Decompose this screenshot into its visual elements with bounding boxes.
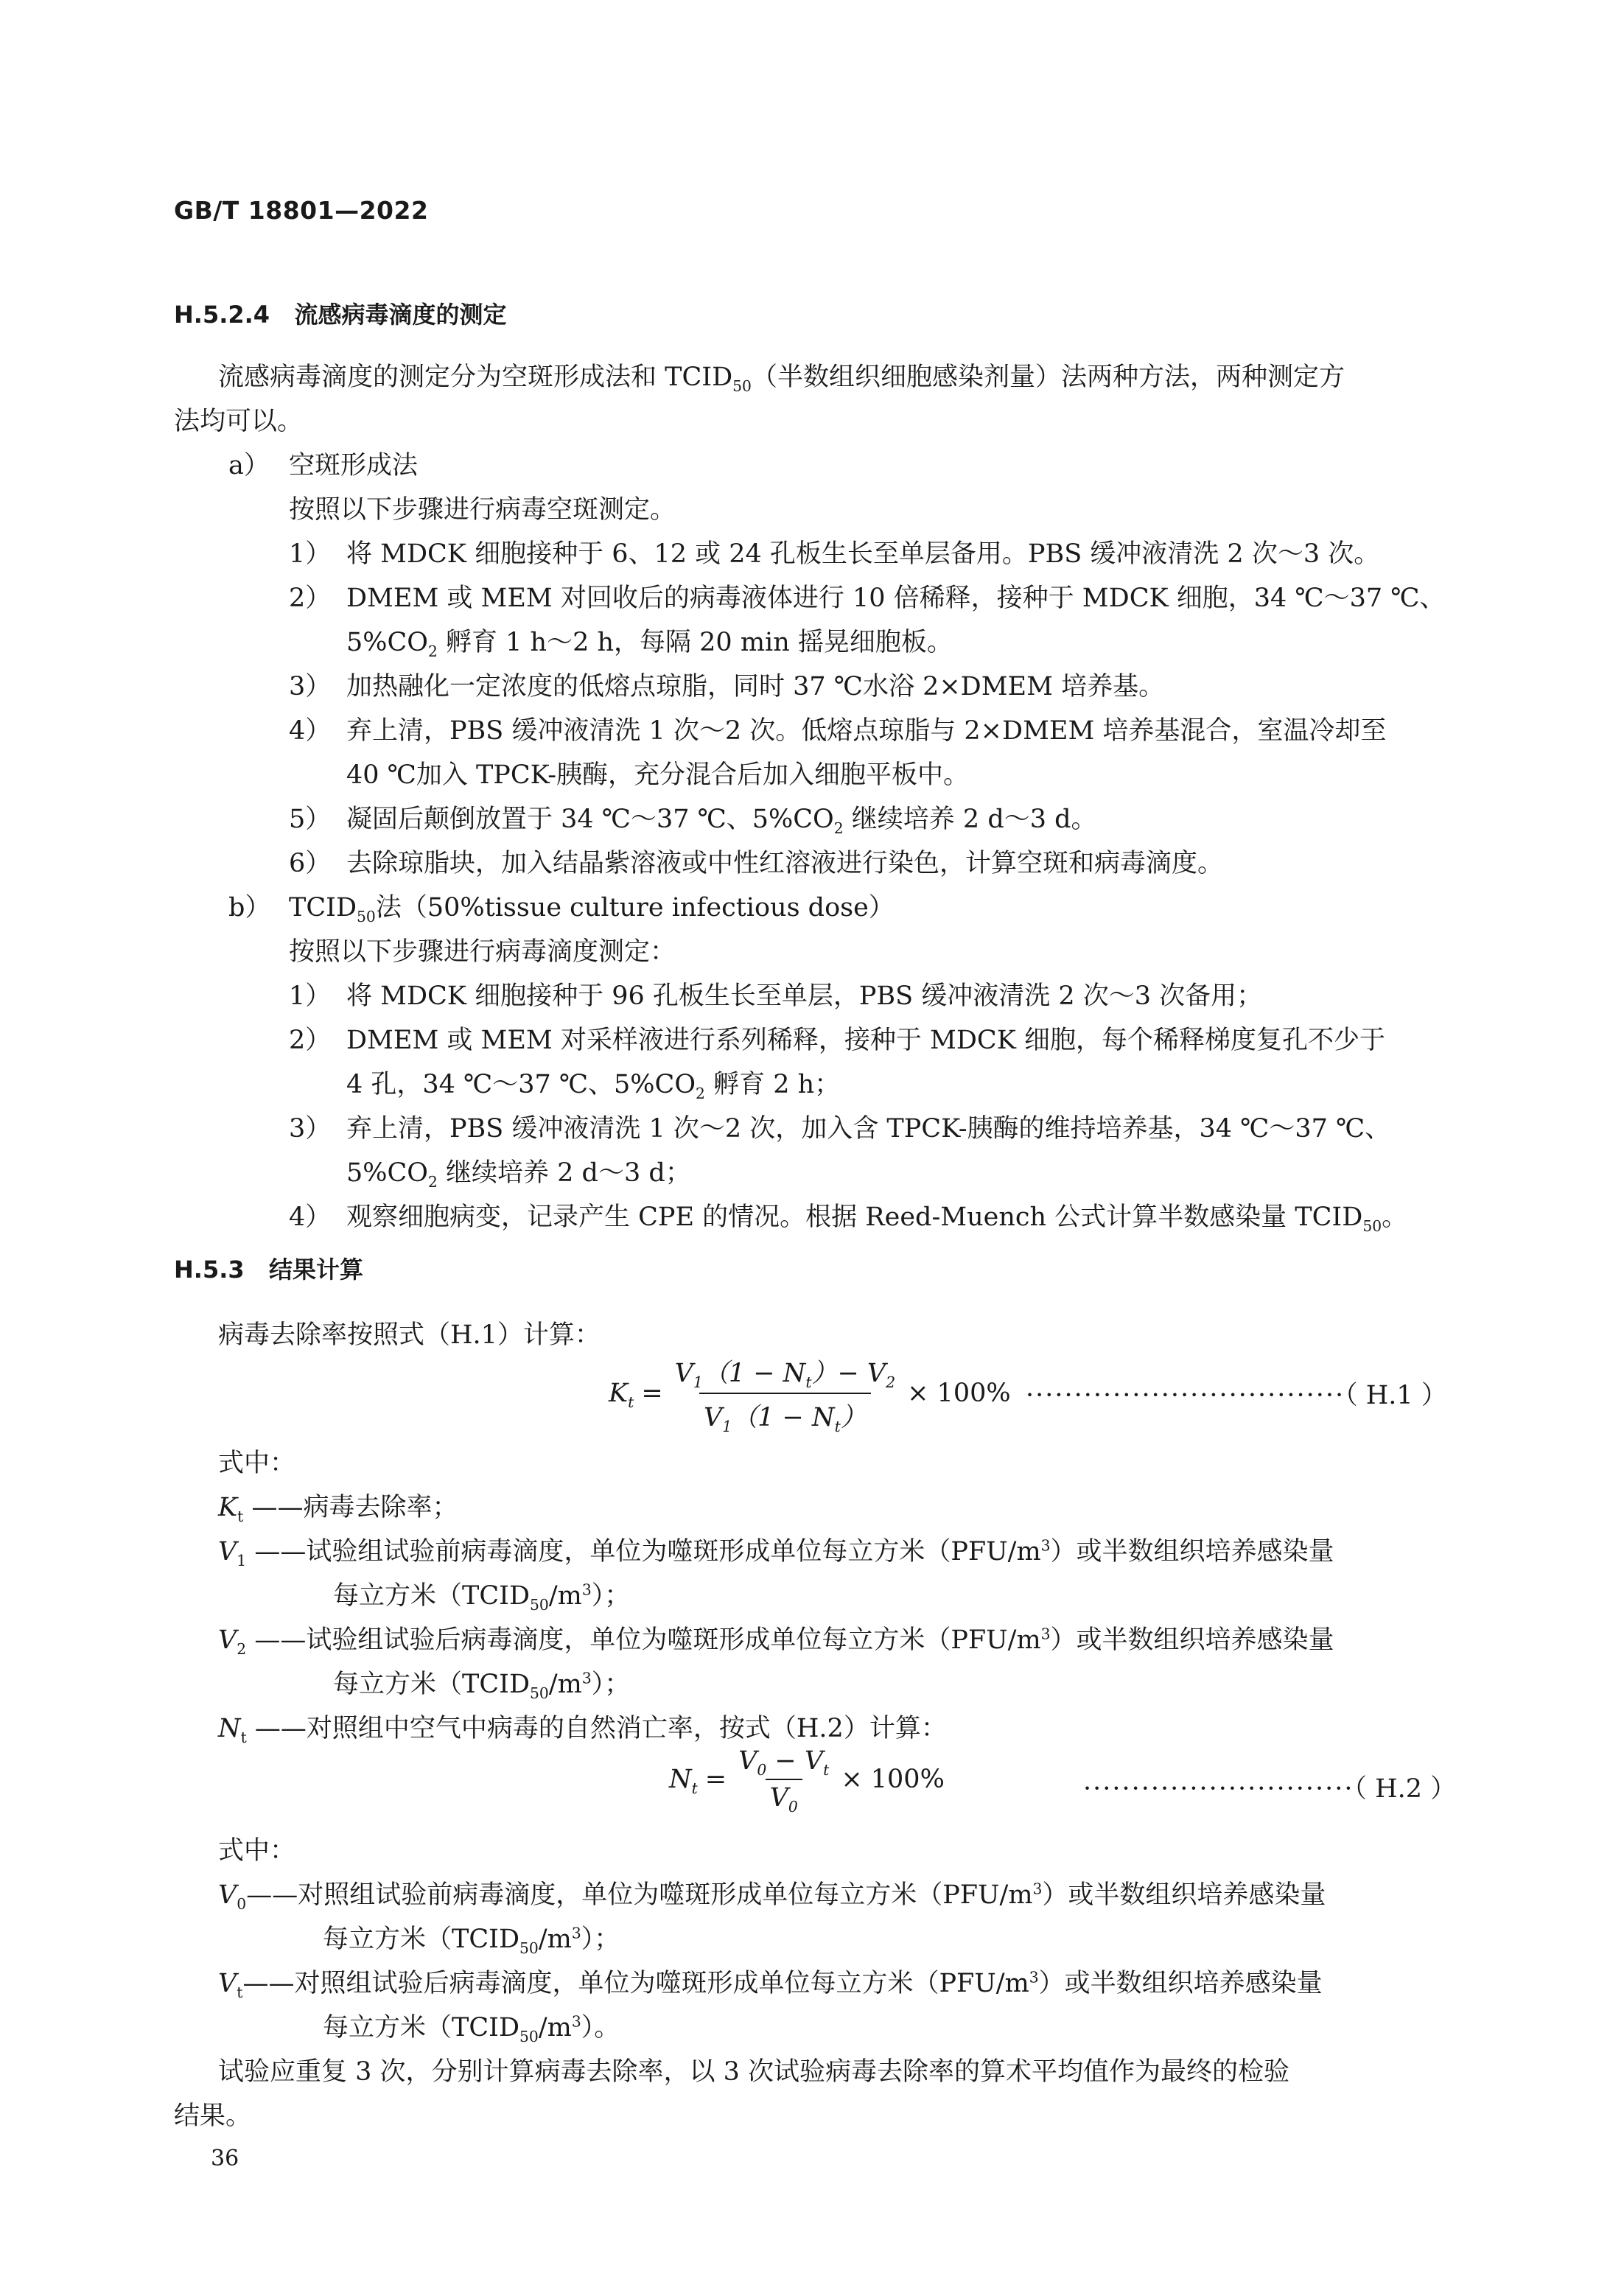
step-number: 4） (289, 1202, 332, 1232)
var-nt: $N_t$ ——对照组中空气中病毒的自然消亡率，按式（H.2）计算： (218, 1714, 947, 1746)
section-heading-h53 (174, 1251, 363, 1285)
intro-paragraph-line2: 法均可以。 (174, 407, 304, 436)
formula-label: （ H.2 ） (1354, 1774, 1457, 1804)
equals-sign: = (704, 1765, 727, 1794)
fraction-numerator: $V_0 - V_t$ (738, 1746, 830, 1779)
step-number: 1） (289, 539, 332, 569)
method-a-step-5: 凝固后颠倒放置于 34 ℃～37 ℃、$5\%CO_2$ 继续培养 2 d～3 d。 (346, 805, 1097, 837)
method-b-step-4: 观察细胞病变，记录产生 CPE 的情况。根据 Reed-Muench 公式计算半数感染量 $TCID_{50}$。 (346, 1202, 1408, 1235)
method-a-step-2-line2: $5\%CO_2$ 孵育 1 h～2 h，每隔 20 min 摇晃细胞板。 (346, 628, 953, 660)
method-a-step-4-line2: 40 ℃加入 TPCK-胰酶，充分混合后加入细胞平板中。 (346, 760, 970, 790)
method-a-step-2-line1: DMEM 或 MEM 对回收后的病毒液体进行 10 倍稀释，接种于 MDCK 细胞，34 ℃～37 ℃、 (346, 584, 1446, 613)
fraction-numerator: $V_1(1 - N_t)- V_2$ (674, 1359, 896, 1391)
method-a-step-4-line1: 弃上清，PBS 缓冲液清洗 1 次～2 次。低熔点琼脂与 2×DMEM 培养基混合，室温冷却至 (346, 716, 1387, 746)
formula-h2 (669, 1746, 945, 1816)
step-number: 1） (289, 981, 332, 1011)
section-heading-h524 (174, 296, 506, 330)
section-title: 流感病毒滴度的测定 (294, 301, 507, 329)
method-b-step-2-line2: 4 孔，34 ℃～37 ℃、$5\%CO_2$ 孵育 2 h； (346, 1070, 841, 1102)
method-a-step-6: 去除琼脂块，加入结晶紫溶液或中性红溶液进行染色，计算空斑和病毒滴度。 (346, 849, 1224, 878)
method-a-step-1: 将 MDCK 细胞接种于 6、12 或 24 孔板生长至单层备用。PBS 缓冲液清洗 2 次～3 次。 (346, 539, 1380, 569)
formula-label: （ H.1 ） (1345, 1381, 1447, 1410)
step-number: 2） (289, 1026, 332, 1055)
step-number: 4） (289, 716, 332, 746)
var-v1-line1: $V_1$ ——试验组试验前病毒滴度，单位为噬斑形成单位每立方米$(PFU/m^3)$或半数组织培养感染量 (218, 1536, 1334, 1569)
list-marker-b: b） (228, 893, 271, 923)
var-vt-line1: $V_t——$对照组试验后病毒滴度，单位为噬斑形成单位每立方米$(PFU/m^3)$或半数组织培养感染量 (218, 1968, 1323, 2001)
method-a-lead: 按照以下步骤进行病毒空斑测定。 (289, 495, 676, 525)
list-marker-a: a） (228, 451, 270, 480)
var-vt-line2: 每立方米$(TCID_{50}/m^3)$。 (323, 2012, 620, 2045)
page-number: 36 (211, 2146, 239, 2171)
var-v1-line2: 每立方米$(TCID_{50}/m^3)$； (333, 1580, 631, 1614)
formula-lhs: $N_t$ (669, 1765, 698, 1797)
var-v0-line2: 每立方米$(TCID_{50}/m^3)$； (323, 1924, 620, 1957)
method-b-step-3-line1: 弃上清，PBS 缓冲液清洗 1 次～2 次，加入含 TPCK-胰酶的维持培养基，34 ℃～37 ℃、 (346, 1114, 1391, 1144)
method-b-step-2-line1: DMEM 或 MEM 对采样液进行系列稀释，接种于 MDCK 细胞，每个稀释梯度复孔不少于 (346, 1026, 1385, 1055)
step-number: 5） (289, 805, 332, 834)
step-number: 2） (289, 584, 332, 613)
fraction-denominator: $V_1(1 - N_t)$ (699, 1393, 871, 1434)
section-number: H.5.3 (174, 1256, 245, 1284)
where-label: 式中： (218, 1836, 296, 1866)
method-b-title: $TCID_{50}$法（50%tissue culture infectious dose） (289, 893, 895, 925)
final-paragraph-line2: 结果。 (174, 2101, 252, 2131)
method-b-lead: 按照以下步骤进行病毒滴度测定： (289, 937, 676, 967)
step-number: 3） (289, 672, 332, 701)
formula-multiplier: × 100% (841, 1765, 945, 1794)
step-number: 6） (289, 849, 332, 878)
intro-paragraph-line1: 流感病毒滴度的测定分为空斑形成法和 $TCID_{50}$（半数组织细胞感染剂量）法两种方法，两种测定方 (218, 363, 1345, 395)
formula-multiplier: × 100% (907, 1379, 1011, 1408)
formula-fraction (671, 1353, 900, 1434)
method-a-step-3: 加热融化一定浓度的低熔点琼脂，同时 37 ℃水浴 2×DMEM 培养基。 (346, 672, 1165, 701)
formula-fraction (734, 1746, 833, 1816)
final-paragraph-line1: 试验应重复 3 次，分别计算病毒去除率，以 3 次试验病毒去除率的算术平均值作为最终的检验 (218, 2057, 1290, 2087)
var-v2-line1: $V_2$ ——试验组试验后病毒滴度，单位为噬斑形成单位每立方米$(PFU/m^3)$或半数组织培养感染量 (218, 1625, 1334, 1658)
section-title: 结果计算 (269, 1256, 364, 1284)
formula-h1 (609, 1353, 1011, 1434)
formula-h2-leader: ····························（ H.2 ） (1083, 1774, 1457, 1804)
method-b-step-3-line2: $5\%CO_2$ 继续培养 2 d～3 d； (346, 1158, 691, 1191)
fraction-denominator: $V_0$ (766, 1779, 802, 1813)
calc-lead: 病毒去除率按照式（H.1）计算： (218, 1320, 601, 1350)
var-v2-line2: 每立方米$(TCID_{50}/m^3)$； (333, 1669, 631, 1702)
method-a-title: 空斑形成法 (289, 451, 419, 480)
document-number: GB/T 18801—2022 (174, 196, 429, 225)
section-number: H.5.2.4 (174, 301, 270, 329)
step-number: 3） (289, 1114, 332, 1144)
var-v0-line1: $V_0——$对照组试验前病毒滴度，单位为噬斑形成单位每立方米$(PFU/m^3)$或半数组织培养感染量 (218, 1880, 1326, 1913)
formula-h1-leader: ·································（ H.1 ） (1026, 1381, 1447, 1410)
method-b-step-1: 将 MDCK 细胞接种于 96 孔板生长至单层，PBS 缓冲液清洗 2 次～3 次备用； (346, 981, 1263, 1011)
formula-lhs: $K_t$ (609, 1379, 634, 1411)
var-kt: $K_t$ ——病毒去除率； (218, 1493, 458, 1525)
where-label: 式中： (218, 1449, 296, 1478)
equals-sign: = (641, 1379, 663, 1408)
